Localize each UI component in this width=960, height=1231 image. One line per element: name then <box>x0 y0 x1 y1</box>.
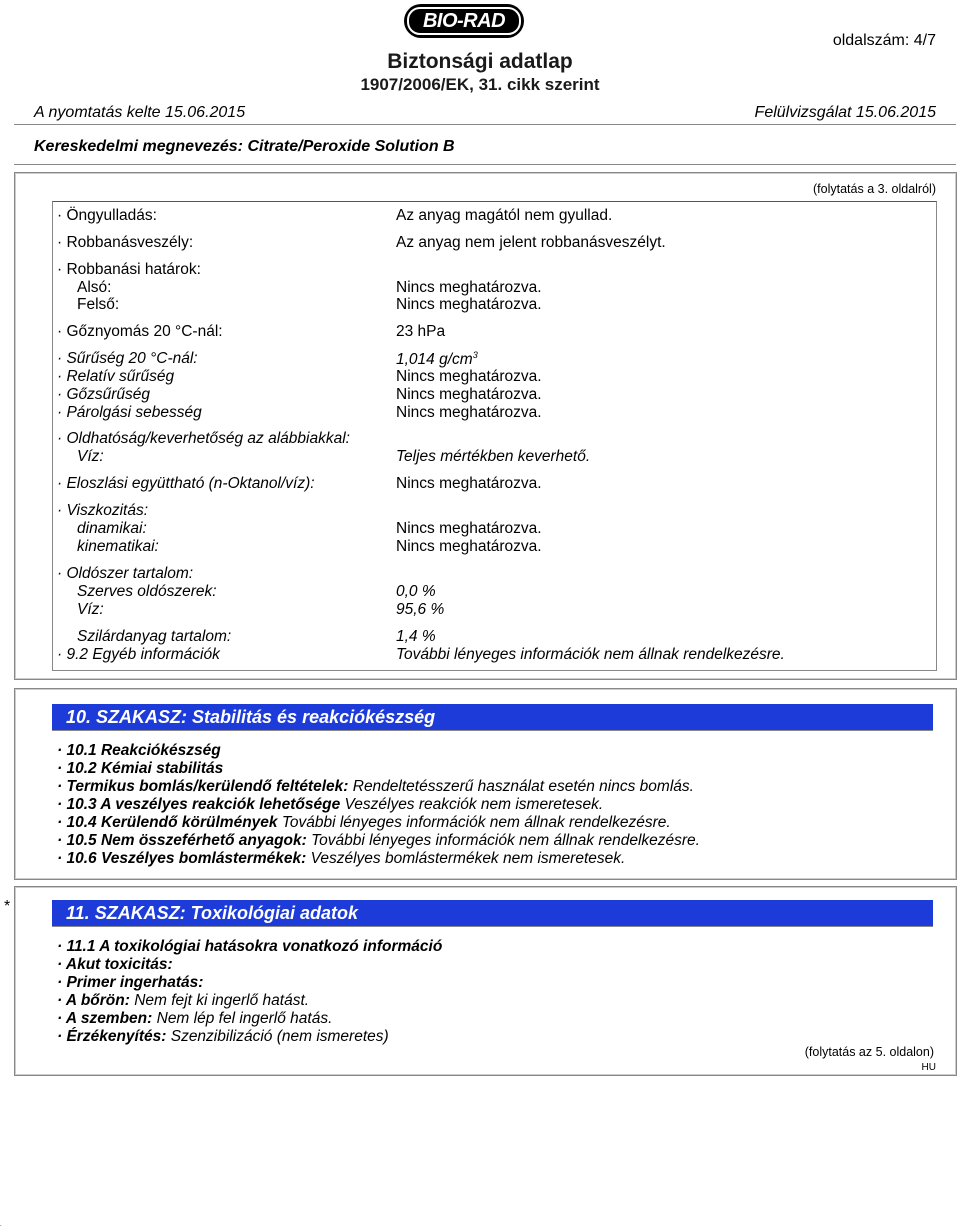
header-divider-top <box>14 124 956 125</box>
section-11-item: · A bőrön: Nem fejt ki ingerlő hatást. <box>57 992 310 1009</box>
section-11-item: · Akut toxicitás: <box>57 956 173 973</box>
other-info-value: További lényeges információk nem állnak rendelkezésre. <box>396 646 785 663</box>
section-11-item: · Érzékenyítés: Szenzibilizáció (nem ismeretes) <box>57 1028 389 1045</box>
water-content-label: Víz: <box>77 601 104 618</box>
section-10-heading: 10. SZAKASZ: Stabilitás és reakciókészség <box>52 704 933 730</box>
water-content-value: 95,6 % <box>396 601 445 618</box>
footer-dot: . <box>0 1222 2 1228</box>
header-divider-bottom <box>14 164 956 165</box>
density-value: 1,014 $g/cm^3$ <box>396 350 478 369</box>
section-10-item: · 10.3 A veszélyes reakciók lehetősége Veszélyes reakciók nem ismeretesek. <box>57 796 604 813</box>
vapour-density-label: · Gőzsűrűség <box>57 386 151 403</box>
review-date: Felülvizsgálat 15.06.2015 <box>754 104 936 121</box>
evaporation-label: · Párolgási sebesség <box>57 404 202 421</box>
explosion-limits-label: · Robbanási határok: <box>57 261 201 278</box>
organic-solvents-value: 0,0 % <box>396 583 436 600</box>
section-10-item: · Termikus bomlás/kerülendő feltételek: Rendeltetésszerű használat esetén nincs bomlás. <box>57 778 694 795</box>
dynamic-viscosity-label: dinamikai: <box>77 520 147 537</box>
evaporation-value: Nincs meghatározva. <box>396 404 542 421</box>
upper-limit-label: Felső: <box>77 296 120 313</box>
trade-name: Kereskedelmi megnevezés: Citrate/Peroxide Solution B <box>34 138 455 155</box>
section-10-item: · 10.5 Nem összeférhető anyagok: További lényeges információk nem állnak rendelkezésre. <box>57 832 700 849</box>
section-10-underline <box>52 730 933 731</box>
document-title: Biztonsági adatlap <box>387 50 573 73</box>
solubility-label: · Oldhatóság/keverhetőség az alábbiakkal: <box>57 430 350 447</box>
relative-density-value: Nincs meghatározva. <box>396 368 542 385</box>
dynamic-viscosity-value: Nincs meghatározva. <box>396 520 542 537</box>
other-info-label: · 9.2 Egyéb információk <box>57 646 220 663</box>
vapour-density-value: Nincs meghatározva. <box>396 386 542 403</box>
logo-text: BIO-RAD <box>407 7 521 35</box>
section-11-item: · A szemben: Nem lép fel ingerlő hatás. <box>57 1010 333 1027</box>
page-number: oldalszám: 4/7 <box>832 32 936 49</box>
section-11-item: · Primer ingerhatás: <box>57 974 204 991</box>
viscosity-label: · Viszkozitás: <box>57 502 149 519</box>
partition-value: Nincs meghatározva. <box>396 475 542 492</box>
document-subtitle: 1907/2006/EK, 31. cikk szerint <box>360 75 600 94</box>
partition-label: · Eloszlási együttható (n-Oktanol/víz): <box>57 475 315 492</box>
section-11-underline <box>52 926 933 927</box>
solids-label: Szilárdanyag tartalom: <box>77 628 232 645</box>
solvent-content-label: · Oldószer tartalom: <box>57 565 194 582</box>
water-label: Víz: <box>77 448 104 465</box>
language-code: HU <box>921 1062 936 1073</box>
continued-from-note: (folytatás a 3. oldalról) <box>813 182 936 196</box>
print-date: A nyomtatás kelte 15.06.2015 <box>34 104 246 121</box>
lower-limit-label: Alsó: <box>77 279 112 296</box>
section-10-item: · 10.1 Reakciókészség <box>57 742 221 759</box>
explosion-value: Az anyag nem jelent robbanásveszélyt. <box>396 234 666 251</box>
bio-rad-logo <box>404 4 524 38</box>
organic-solvents-label: Szerves oldószerek: <box>77 583 217 600</box>
kinematic-viscosity-value: Nincs meghatározva. <box>396 538 542 555</box>
continued-on-note: (folytatás az 5. oldalon) <box>804 1045 934 1059</box>
upper-limit-value: Nincs meghatározva. <box>396 296 542 313</box>
section-11-heading: 11. SZAKASZ: Toxikológiai adatok <box>52 900 933 926</box>
density-label: · Sűrűség 20 °C-nál: <box>57 350 198 367</box>
autoignition-value: Az anyag magától nem gyullad. <box>396 207 613 224</box>
kinematic-viscosity-label: kinematikai: <box>77 538 159 555</box>
vapour-pressure-value: 23 hPa <box>396 323 446 340</box>
revision-marker: * <box>4 898 11 915</box>
explosion-label: · Robbanásveszély: <box>57 234 194 251</box>
vapour-pressure-label: · Gőznyomás 20 °C-nál: <box>57 323 223 340</box>
section-10-item: · 10.4 Kerülendő körülmények További lényeges információk nem állnak rendelkezésre. <box>57 814 671 831</box>
lower-limit-value: Nincs meghatározva. <box>396 279 542 296</box>
relative-density-label: · Relatív sűrűség <box>57 368 175 385</box>
solids-value: 1,4 % <box>396 628 436 645</box>
autoignition-label: · Öngyulladás: <box>57 207 157 224</box>
section-11-item: · 11.1 A toxikológiai hatásokra vonatkozó információ <box>57 938 443 955</box>
section-10-item: · 10.2 Kémiai stabilitás <box>57 760 224 777</box>
water-value: Teljes mértékben keverhető. <box>396 448 591 465</box>
section-10-item: · 10.6 Veszélyes bomlástermékek: Veszélyes bomlástermékek nem ismeretesek. <box>57 850 626 867</box>
